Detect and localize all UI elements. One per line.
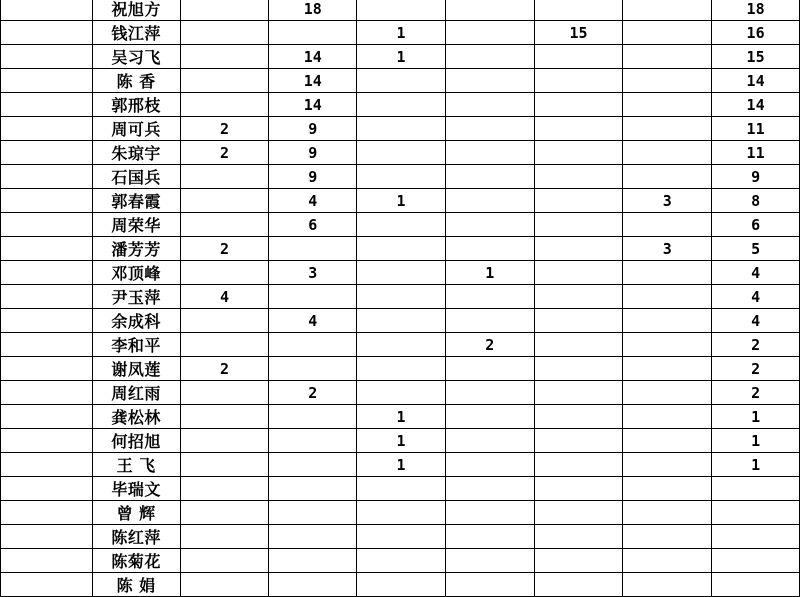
value-cell[interactable] <box>445 93 534 117</box>
value-cell[interactable] <box>445 357 534 381</box>
table-row <box>1 189 800 213</box>
value-cell[interactable] <box>269 285 357 309</box>
row-header-cell[interactable] <box>1 429 93 453</box>
row-header-cell[interactable] <box>1 285 93 309</box>
name-cell[interactable]: 钱江萍 <box>92 21 180 45</box>
table-row <box>1 333 800 357</box>
row-header-cell[interactable] <box>1 477 93 501</box>
value-cell[interactable]: 3 <box>623 237 712 261</box>
value-cell[interactable] <box>534 0 623 21</box>
total-cell[interactable] <box>712 573 800 597</box>
value-cell[interactable] <box>534 309 623 333</box>
value-cell[interactable] <box>445 237 534 261</box>
value-cell[interactable] <box>445 189 534 213</box>
row-header-cell[interactable] <box>1 45 93 69</box>
total-cell[interactable] <box>712 525 800 549</box>
table-row <box>1 0 800 21</box>
value-cell[interactable]: 15 <box>534 21 623 45</box>
row-header-cell[interactable] <box>1 21 93 45</box>
value-cell[interactable] <box>180 549 269 573</box>
row-header-cell[interactable] <box>1 213 93 237</box>
value-cell[interactable]: 2 <box>180 357 269 381</box>
value-cell[interactable] <box>357 573 446 597</box>
name-cell[interactable]: 谢凤莲 <box>92 357 180 381</box>
value-cell[interactable] <box>534 237 623 261</box>
value-cell[interactable] <box>534 285 623 309</box>
value-cell[interactable]: 1 <box>445 261 534 285</box>
total-cell[interactable]: 8 <box>712 189 800 213</box>
total-cell[interactable]: 2 <box>712 357 800 381</box>
value-cell[interactable] <box>357 381 446 405</box>
value-cell[interactable] <box>623 45 712 69</box>
value-cell[interactable] <box>269 525 357 549</box>
value-cell[interactable]: 6 <box>269 213 357 237</box>
name-cell[interactable]: 周荣华 <box>92 213 180 237</box>
name-cell[interactable]: 邓顶峰 <box>92 261 180 285</box>
value-cell[interactable]: 2 <box>269 381 357 405</box>
name-cell[interactable]: 尹玉萍 <box>92 285 180 309</box>
table-row <box>1 21 800 45</box>
value-cell[interactable] <box>180 333 269 357</box>
value-cell[interactable] <box>534 117 623 141</box>
value-cell[interactable]: 1 <box>357 21 446 45</box>
value-cell[interactable] <box>623 357 712 381</box>
value-cell[interactable] <box>180 0 269 21</box>
name-cell[interactable]: 陈菊花 <box>92 549 180 573</box>
total-cell[interactable]: 4 <box>712 309 800 333</box>
table-row <box>1 573 800 597</box>
table-row <box>1 285 800 309</box>
name-cell[interactable]: 周可兵 <box>92 117 180 141</box>
row-header-cell[interactable] <box>1 453 93 477</box>
value-cell[interactable]: 14 <box>269 69 357 93</box>
value-cell[interactable]: 3 <box>269 261 357 285</box>
table-row <box>1 261 800 285</box>
value-cell[interactable] <box>180 477 269 501</box>
value-cell[interactable] <box>445 141 534 165</box>
row-header-cell[interactable] <box>1 573 93 597</box>
value-cell[interactable]: 1 <box>357 189 446 213</box>
name-cell[interactable]: 何招旭 <box>92 429 180 453</box>
value-cell[interactable]: 1 <box>357 45 446 69</box>
name-cell[interactable]: 陈 娟 <box>92 573 180 597</box>
value-cell[interactable] <box>357 357 446 381</box>
name-cell[interactable]: 吴习飞 <box>92 45 180 69</box>
value-cell[interactable] <box>445 573 534 597</box>
name-cell[interactable]: 潘芳芳 <box>92 237 180 261</box>
value-cell[interactable]: 1 <box>357 405 446 429</box>
value-cell[interactable] <box>357 309 446 333</box>
table-row <box>1 117 800 141</box>
value-cell[interactable] <box>445 45 534 69</box>
total-cell[interactable]: 6 <box>712 213 800 237</box>
value-cell[interactable] <box>445 21 534 45</box>
value-cell[interactable] <box>269 549 357 573</box>
value-cell[interactable] <box>623 213 712 237</box>
total-cell[interactable]: 5 <box>712 237 800 261</box>
value-cell[interactable] <box>534 381 623 405</box>
total-cell[interactable] <box>712 549 800 573</box>
value-cell[interactable] <box>357 0 446 21</box>
value-cell[interactable] <box>623 0 712 21</box>
name-cell[interactable]: 陈 香 <box>92 69 180 93</box>
value-cell[interactable] <box>269 21 357 45</box>
row-header-cell[interactable] <box>1 117 93 141</box>
value-cell[interactable] <box>445 453 534 477</box>
value-cell[interactable] <box>623 429 712 453</box>
value-cell[interactable] <box>534 453 623 477</box>
total-cell[interactable]: 4 <box>712 285 800 309</box>
value-cell[interactable]: 4 <box>269 189 357 213</box>
value-cell[interactable] <box>623 165 712 189</box>
value-cell[interactable] <box>445 165 534 189</box>
name-cell[interactable]: 余成科 <box>92 309 180 333</box>
value-cell[interactable] <box>534 189 623 213</box>
value-cell[interactable] <box>445 381 534 405</box>
value-cell[interactable] <box>357 525 446 549</box>
value-cell[interactable] <box>445 429 534 453</box>
value-cell[interactable]: 1 <box>357 453 446 477</box>
name-cell[interactable]: 祝旭方 <box>92 0 180 21</box>
value-cell[interactable] <box>534 165 623 189</box>
name-cell[interactable]: 李和平 <box>92 333 180 357</box>
total-cell[interactable]: 16 <box>712 21 800 45</box>
value-cell[interactable] <box>534 549 623 573</box>
value-cell[interactable] <box>534 93 623 117</box>
value-cell[interactable] <box>357 165 446 189</box>
value-cell[interactable] <box>534 45 623 69</box>
value-cell[interactable] <box>357 333 446 357</box>
value-cell[interactable] <box>534 573 623 597</box>
name-cell[interactable]: 石国兵 <box>92 165 180 189</box>
value-cell[interactable] <box>623 69 712 93</box>
value-cell[interactable] <box>445 285 534 309</box>
value-cell[interactable] <box>180 93 269 117</box>
row-header-cell[interactable] <box>1 69 93 93</box>
value-cell[interactable] <box>623 285 712 309</box>
total-cell[interactable] <box>712 477 800 501</box>
row-header-cell[interactable] <box>1 381 93 405</box>
row-header-cell[interactable] <box>1 549 93 573</box>
row-header-cell[interactable] <box>1 141 93 165</box>
table-row <box>1 141 800 165</box>
row-header-cell[interactable] <box>1 93 93 117</box>
value-cell[interactable] <box>357 261 446 285</box>
name-cell[interactable]: 王 飞 <box>92 453 180 477</box>
total-cell[interactable]: 18 <box>712 0 800 21</box>
row-header-cell[interactable] <box>1 189 93 213</box>
value-cell[interactable] <box>269 573 357 597</box>
row-header-cell[interactable] <box>1 237 93 261</box>
value-cell[interactable] <box>445 69 534 93</box>
value-cell[interactable] <box>357 549 446 573</box>
table-row <box>1 165 800 189</box>
value-cell[interactable] <box>269 333 357 357</box>
value-cell[interactable] <box>269 405 357 429</box>
value-cell[interactable] <box>623 261 712 285</box>
name-cell[interactable]: 曾 辉 <box>92 501 180 525</box>
value-cell[interactable] <box>623 309 712 333</box>
value-cell[interactable] <box>623 477 712 501</box>
value-cell[interactable] <box>445 309 534 333</box>
name-cell[interactable]: 龚松林 <box>92 405 180 429</box>
value-cell[interactable] <box>623 453 712 477</box>
value-cell[interactable] <box>180 21 269 45</box>
name-cell[interactable]: 周红雨 <box>92 381 180 405</box>
table-row <box>1 525 800 549</box>
value-cell[interactable] <box>357 117 446 141</box>
value-cell[interactable] <box>357 141 446 165</box>
value-cell[interactable] <box>180 429 269 453</box>
value-cell[interactable]: 1 <box>357 429 446 453</box>
value-cell[interactable] <box>180 45 269 69</box>
value-cell[interactable]: 2 <box>445 333 534 357</box>
table-body <box>1 0 800 597</box>
value-cell[interactable] <box>180 573 269 597</box>
value-cell[interactable] <box>534 213 623 237</box>
value-cell[interactable] <box>357 93 446 117</box>
row-header-cell[interactable] <box>1 525 93 549</box>
value-cell[interactable] <box>180 213 269 237</box>
value-cell[interactable]: 14 <box>269 45 357 69</box>
value-cell[interactable] <box>269 357 357 381</box>
name-cell[interactable]: 郭邢枝 <box>92 93 180 117</box>
value-cell[interactable] <box>534 405 623 429</box>
value-cell[interactable]: 4 <box>180 285 269 309</box>
total-cell[interactable]: 11 <box>712 141 800 165</box>
value-cell[interactable] <box>623 525 712 549</box>
table-row <box>1 405 800 429</box>
name-cell[interactable]: 朱琼宇 <box>92 141 180 165</box>
total-cell[interactable]: 1 <box>712 405 800 429</box>
value-cell[interactable] <box>534 69 623 93</box>
value-cell[interactable] <box>180 69 269 93</box>
total-cell[interactable]: 1 <box>712 429 800 453</box>
value-cell[interactable] <box>534 429 623 453</box>
value-cell[interactable] <box>180 381 269 405</box>
value-cell[interactable] <box>534 477 623 501</box>
table-row <box>1 453 800 477</box>
value-cell[interactable] <box>623 549 712 573</box>
value-cell[interactable] <box>534 357 623 381</box>
value-cell[interactable] <box>534 141 623 165</box>
value-cell[interactable] <box>180 261 269 285</box>
value-cell[interactable] <box>357 213 446 237</box>
name-cell[interactable]: 郭春霞 <box>92 189 180 213</box>
value-cell[interactable] <box>357 477 446 501</box>
value-cell[interactable]: 9 <box>269 141 357 165</box>
value-cell[interactable] <box>623 501 712 525</box>
table-row <box>1 45 800 69</box>
table-row <box>1 237 800 261</box>
row-header-cell[interactable] <box>1 333 93 357</box>
row-header-cell[interactable] <box>1 501 93 525</box>
value-cell[interactable]: 18 <box>269 0 357 21</box>
total-cell[interactable] <box>712 501 800 525</box>
table-row <box>1 357 800 381</box>
row-header-cell[interactable] <box>1 405 93 429</box>
value-cell[interactable]: 3 <box>623 189 712 213</box>
value-cell[interactable]: 14 <box>269 93 357 117</box>
value-cell[interactable] <box>357 69 446 93</box>
value-cell[interactable] <box>534 525 623 549</box>
value-cell[interactable] <box>269 453 357 477</box>
value-cell[interactable] <box>180 501 269 525</box>
value-cell[interactable] <box>269 429 357 453</box>
name-cell[interactable]: 陈红萍 <box>92 525 180 549</box>
value-cell[interactable] <box>445 525 534 549</box>
value-cell[interactable] <box>623 333 712 357</box>
table-row <box>1 501 800 525</box>
row-header-cell[interactable] <box>1 165 93 189</box>
value-cell[interactable] <box>180 405 269 429</box>
value-cell[interactable] <box>269 237 357 261</box>
table-row <box>1 549 800 573</box>
value-cell[interactable] <box>445 0 534 21</box>
total-cell[interactable]: 11 <box>712 117 800 141</box>
total-cell[interactable]: 1 <box>712 453 800 477</box>
value-cell[interactable] <box>269 501 357 525</box>
value-cell[interactable] <box>623 117 712 141</box>
value-cell[interactable] <box>445 405 534 429</box>
total-cell[interactable]: 14 <box>712 93 800 117</box>
value-cell[interactable] <box>445 117 534 141</box>
value-cell[interactable]: 2 <box>180 117 269 141</box>
table-row <box>1 309 800 333</box>
value-cell[interactable] <box>445 213 534 237</box>
row-header-cell[interactable] <box>1 309 93 333</box>
total-cell[interactable]: 14 <box>712 69 800 93</box>
value-cell[interactable] <box>357 501 446 525</box>
value-cell[interactable] <box>623 573 712 597</box>
value-cell[interactable] <box>445 501 534 525</box>
value-cell[interactable]: 9 <box>269 117 357 141</box>
value-cell[interactable] <box>623 21 712 45</box>
name-cell[interactable]: 毕瑞文 <box>92 477 180 501</box>
value-cell[interactable] <box>534 261 623 285</box>
value-cell[interactable] <box>357 285 446 309</box>
table-row <box>1 93 800 117</box>
total-cell[interactable]: 9 <box>712 165 800 189</box>
total-cell[interactable]: 2 <box>712 381 800 405</box>
total-cell[interactable]: 2 <box>712 333 800 357</box>
table-row <box>1 213 800 237</box>
table-row <box>1 69 800 93</box>
row-header-cell[interactable] <box>1 261 93 285</box>
value-cell[interactable] <box>445 549 534 573</box>
total-cell[interactable]: 4 <box>712 261 800 285</box>
value-cell[interactable]: 9 <box>269 165 357 189</box>
total-cell[interactable]: 15 <box>712 45 800 69</box>
value-cell[interactable]: 2 <box>180 237 269 261</box>
value-cell[interactable] <box>357 237 446 261</box>
value-cell[interactable] <box>269 477 357 501</box>
row-header-cell[interactable] <box>1 0 93 21</box>
value-cell[interactable] <box>180 525 269 549</box>
value-cell[interactable] <box>445 477 534 501</box>
value-cell[interactable] <box>180 189 269 213</box>
value-cell[interactable] <box>623 141 712 165</box>
value-cell[interactable] <box>623 405 712 429</box>
value-cell[interactable] <box>534 333 623 357</box>
table-row <box>1 477 800 501</box>
value-cell[interactable] <box>180 453 269 477</box>
value-cell[interactable]: 2 <box>180 141 269 165</box>
value-cell[interactable]: 4 <box>269 309 357 333</box>
value-cell[interactable] <box>180 309 269 333</box>
row-header-cell[interactable] <box>1 357 93 381</box>
value-cell[interactable] <box>623 381 712 405</box>
value-cell[interactable] <box>623 93 712 117</box>
table-row <box>1 429 800 453</box>
value-cell[interactable] <box>180 165 269 189</box>
value-cell[interactable] <box>534 501 623 525</box>
table-row <box>1 381 800 405</box>
